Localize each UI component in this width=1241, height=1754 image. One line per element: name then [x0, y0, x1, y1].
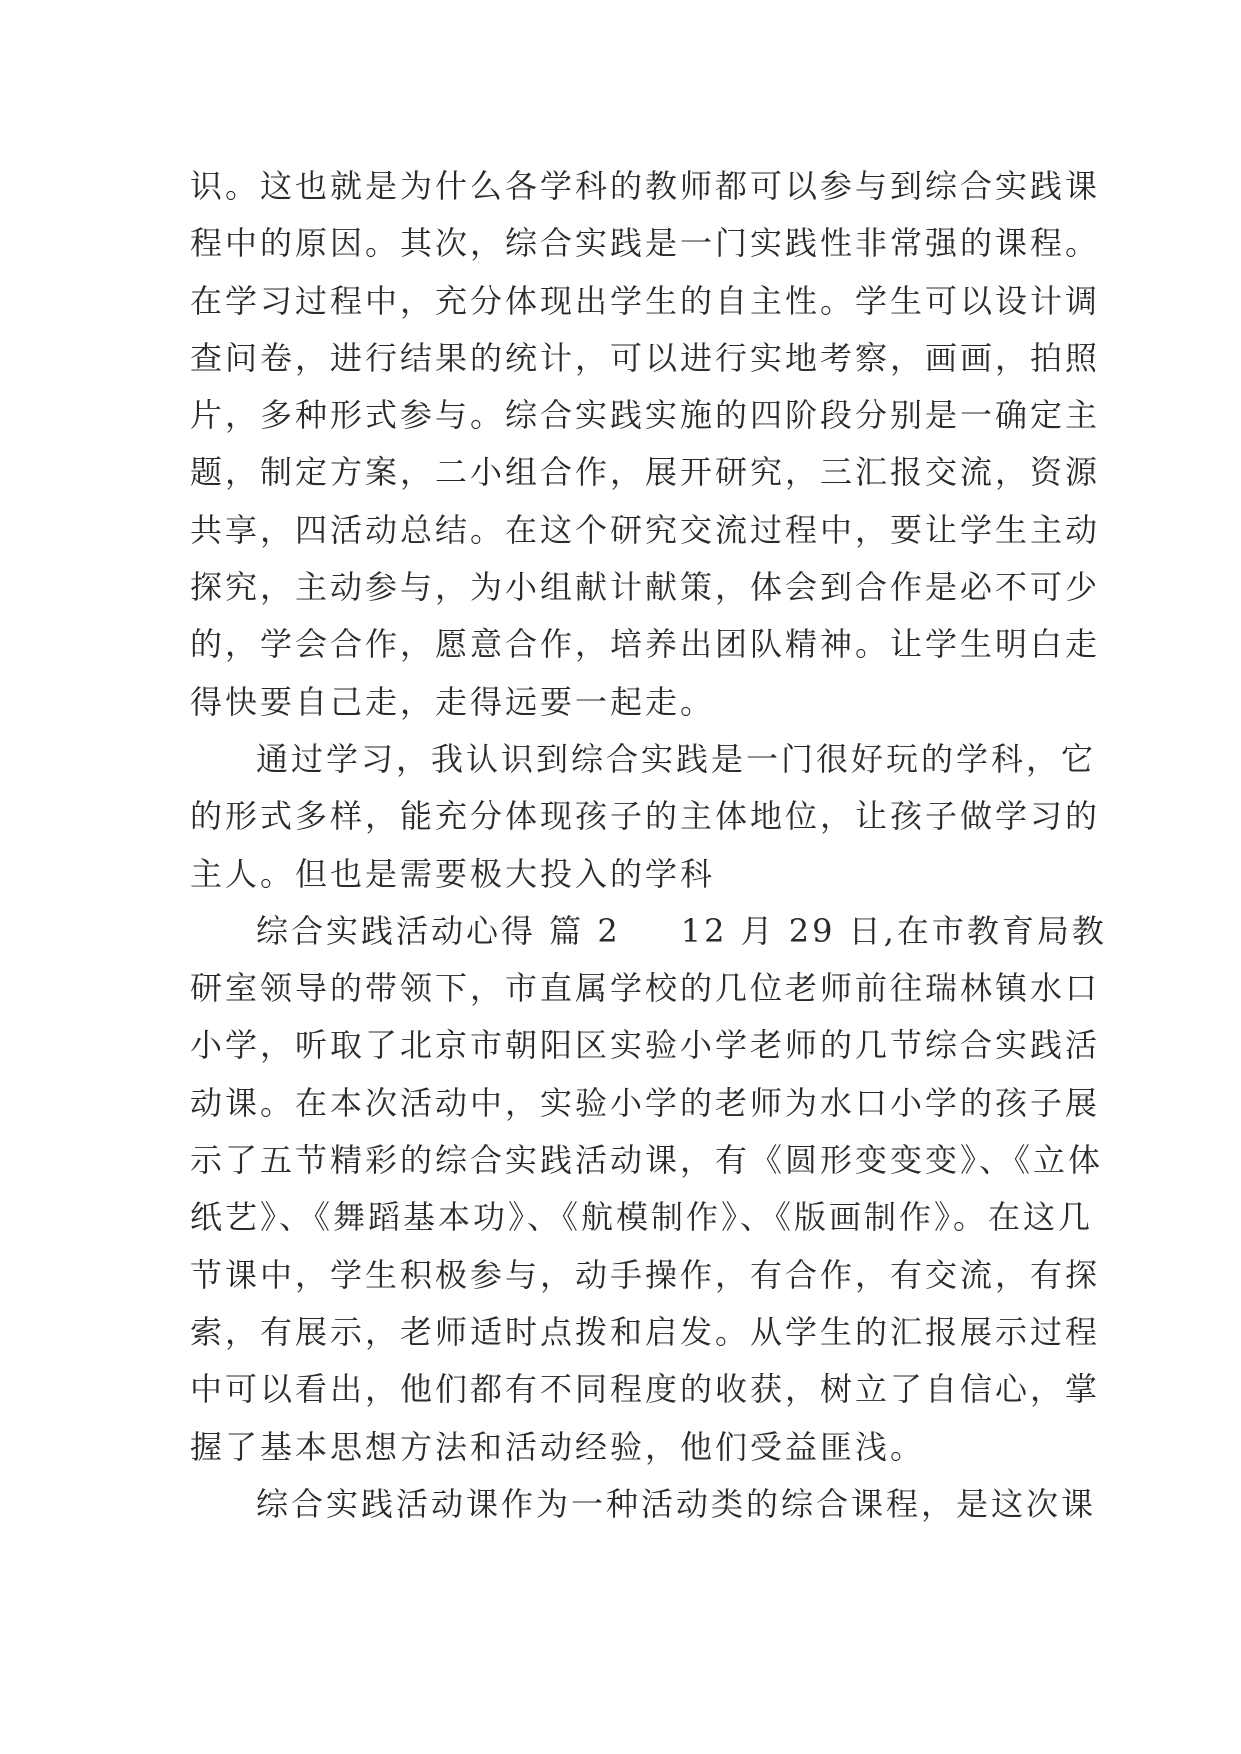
text-line: 程中的原因。其次，综合实践是一门实践性非常强的课程。 [190, 224, 1101, 263]
text-line: 握了基本思想方法和活动经验，他们受益匪浅。 [190, 1427, 926, 1466]
text-line: 片，多种形式参与。综合实践实施的四阶段分别是一确定主 [190, 396, 1101, 435]
text-line: 通过学习，我认识到综合实践是一门很好玩的学科，它 [256, 739, 1097, 778]
text-line: 得快要自己走，走得远要一起走。 [190, 682, 716, 721]
text-line: 共享，四活动总结。在这个研究交流过程中，要让学生主动 [190, 510, 1101, 549]
text-line-rest: 12 月 29 日,在市教育局教 [680, 911, 1107, 950]
text-line: 的，学会合作，愿意合作，培养出团队精神。让学生明白走 [190, 625, 1101, 664]
paragraph-2 [190, 731, 1101, 903]
text-line: 小学，听取了北京市朝阳区实验小学老师的几节综合实践活 [190, 1026, 1101, 1065]
text-line: 题，制定方案，二小组合作，展开研究，三汇报交流，资源 [190, 453, 1101, 492]
paragraph-4 [190, 1476, 1097, 1533]
text-line: 的形式多样，能充分体现孩子的主体地位，让孩子做学习的 [190, 797, 1101, 836]
text-line: 中可以看出，他们都有不同程度的收获，树立了自信心，掌 [190, 1370, 1101, 1409]
text-line: 研室领导的带领下，市直属学校的几位老师前往瑞林镇水口 [190, 969, 1101, 1008]
paragraph-1 [190, 158, 1101, 731]
text-line: 节课中，学生积极参与，动手操作，有合作，有交流，有探 [190, 1255, 1101, 1294]
text-line: 纸艺》、《舞蹈基本功》、《航模制作》、《版画制作》。在这几 [190, 1198, 1094, 1237]
text-line: 识。这也就是为什么各学科的教师都可以参与到综合实践课 [190, 167, 1101, 205]
section-heading: 综合实践活动心得 篇 2 [256, 911, 621, 950]
text-line: 探究，主动参与，为小组献计献策，体会到合作是必不可少 [190, 568, 1101, 607]
document-body [190, 158, 1107, 1533]
text-line: 在学习过程中，充分体现出学生的自主性。学生可以设计调 [190, 281, 1101, 320]
text-line: 查问卷，进行结果的统计，可以进行实地考察，画画，拍照 [190, 338, 1101, 377]
heading-line [190, 903, 1107, 960]
text-line: 索，有展示，老师适时点拨和启发。从学生的汇报展示过程 [190, 1312, 1101, 1351]
text-line: 动课。在本次活动中，实验小学的老师为水口小学的孩子展 [190, 1083, 1101, 1122]
text-line: 主人。但也是需要极大投入的学科 [190, 854, 716, 893]
paragraph-3 [190, 903, 1107, 1476]
text-line: 示了五节精彩的综合实践活动课，有《圆形变变变》、《立体 [190, 1141, 1104, 1180]
text-line: 综合实践活动课作为一种活动类的综合课程，是这次课 [256, 1484, 1097, 1523]
